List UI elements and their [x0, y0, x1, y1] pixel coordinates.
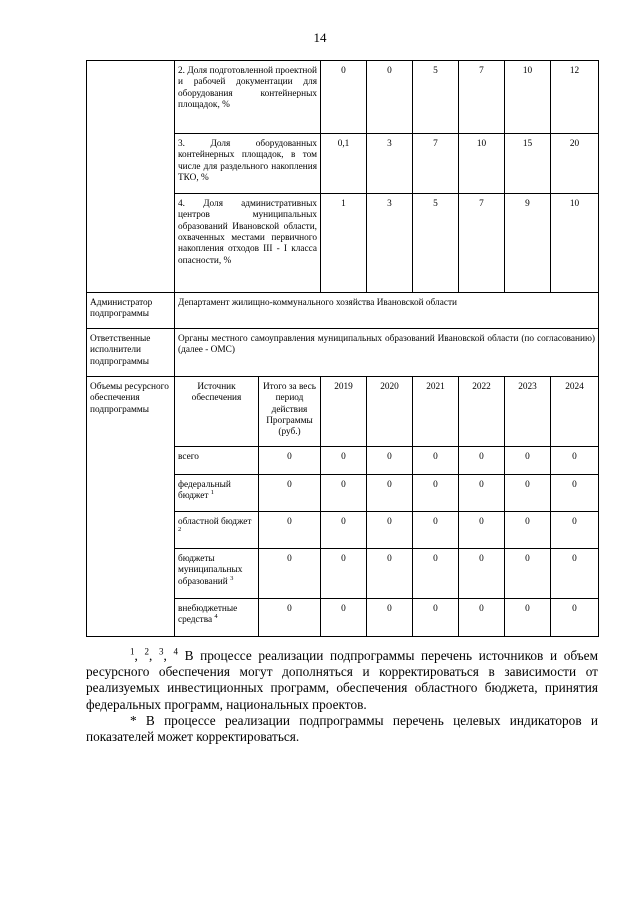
resource-source-name: областной бюджет [178, 517, 252, 527]
year-column-header: 2023 [505, 377, 551, 447]
executors-label: Ответственные исполнители подпрограммы [87, 329, 175, 377]
resource-source [175, 475, 259, 512]
indicator-row [87, 61, 599, 134]
resource-value: 0 [321, 475, 367, 512]
resource-source-name: внебюджетные средства [178, 604, 238, 626]
resource-value: 0 [459, 512, 505, 549]
executors-value: Органы местного самоуправления муниципальных образований Ивановской области (по согласованию) (далее - ОМС) [175, 329, 599, 377]
indicator-value: 0 [321, 61, 367, 134]
indicator-value: 10 [551, 194, 599, 293]
resource-source-name: федеральный бюджет [178, 480, 231, 502]
indicator-value: 20 [551, 134, 599, 194]
footnote-ref: 3 [230, 574, 234, 582]
indicator-value: 12 [551, 61, 599, 134]
footnote-mark: 2 [144, 646, 149, 657]
resource-value: 0 [505, 475, 551, 512]
resource-value: 0 [505, 447, 551, 475]
year-column-header: 2021 [413, 377, 459, 447]
resource-total: 0 [259, 599, 321, 637]
indicator-value: 0 [367, 61, 413, 134]
resources-header-row [87, 377, 599, 447]
resource-value: 0 [505, 512, 551, 549]
footnote-sources: $^1$, $^2$, $^3$, $^4$ В процессе реализации подпрограммы перечень источников и объем ресурсного обеспечения могут дополняться и корректироваться в зависимости от реализуемых инвестиционных программ, обеспечения областного бюджета, принятия федеральных программ, национальных проектов. [86, 646, 598, 712]
footnote-sources-text: В процессе реализации подпрограммы перечень источников и объем ресурсного обеспечения могут дополняться и корректироваться в зависимости от реализуемых инвестиционных программ, обеспечения областного бюджета, принятия федеральных программ, национальных проектов. [86, 648, 598, 712]
resource-total: 0 [259, 549, 321, 599]
resource-value: 0 [321, 599, 367, 637]
resource-value: 0 [459, 447, 505, 475]
resource-value: 0 [551, 447, 599, 475]
resource-value: 0 [367, 447, 413, 475]
indicator-value: 1 [321, 194, 367, 293]
footnote-indicators: * В процессе реализации подпрограммы перечень целевых индикаторов и показателей может корректироваться. [86, 712, 598, 745]
resource-value: 0 [321, 512, 367, 549]
resource-value: 0 [505, 599, 551, 637]
resource-value: 0 [413, 599, 459, 637]
footnote-mark: 1 [130, 646, 135, 657]
resource-value: 0 [367, 512, 413, 549]
year-column-header: 2020 [367, 377, 413, 447]
resource-value: 0 [505, 549, 551, 599]
resource-total: 0 [259, 475, 321, 512]
empty-cell [87, 61, 175, 293]
year-column-header: 2019 [321, 377, 367, 447]
admin-value: Департамент жилищно-коммунального хозяйства Ивановской области [175, 293, 599, 329]
indicator-value: 10 [505, 61, 551, 134]
resource-source-name: всего [178, 452, 199, 462]
indicator-label: 3. Доля оборудованных контейнерных площадок, в том числе для раздельного накопления ТКО, % [175, 134, 321, 194]
resource-value: 0 [551, 475, 599, 512]
indicator-value: 10 [459, 134, 505, 194]
resource-value: 0 [321, 549, 367, 599]
indicator-value: 5 [413, 61, 459, 134]
executors-row [87, 329, 599, 377]
indicator-value: 7 [459, 61, 505, 134]
resource-value: 0 [413, 512, 459, 549]
page-number: 14 [313, 30, 327, 45]
resource-value: 0 [459, 599, 505, 637]
resource-total: 0 [259, 447, 321, 475]
footnote-mark: 4 [173, 646, 178, 657]
footnote-ref: 4 [214, 613, 218, 621]
resource-value: 0 [459, 475, 505, 512]
resources-label: Объемы ресурсного обеспечения подпрограммы [87, 377, 175, 637]
resource-source [175, 599, 259, 637]
resource-value: 0 [459, 549, 505, 599]
indicator-value: 3 [367, 134, 413, 194]
resource-value: 0 [413, 447, 459, 475]
resource-source-name: бюджеты муниципальных образований [178, 554, 243, 587]
footnote-mark: 3 [158, 646, 164, 657]
resource-source [175, 549, 259, 599]
resource-value: 0 [413, 549, 459, 599]
indicator-value: 5 [413, 194, 459, 293]
resource-value: 0 [367, 549, 413, 599]
indicator-value: 15 [505, 134, 551, 194]
indicator-label: 2. Доля подготовленной проектной и рабочей документации для оборудования контейнерных площадок, % [175, 61, 321, 134]
resource-value: 0 [551, 512, 599, 549]
footnotes [86, 648, 598, 745]
resource-value: 0 [321, 447, 367, 475]
resource-value: 0 [367, 475, 413, 512]
resource-value: 0 [551, 549, 599, 599]
indicator-label: 4. Доля административных центров муниципальных образований Ивановской области, охваченных местами первичного накопления отходов III - I класса опасности, % [175, 194, 321, 293]
footnote-ref: 2 [178, 526, 182, 534]
resource-value: 0 [413, 475, 459, 512]
source-column-header: Источник обеспечения [175, 377, 259, 447]
indicator-value: 7 [413, 134, 459, 194]
resource-source [175, 447, 259, 475]
year-column-header: 2022 [459, 377, 505, 447]
resource-value: 0 [551, 599, 599, 637]
indicator-value: 3 [367, 194, 413, 293]
subprogram-passport-table [86, 60, 599, 637]
resource-value: 0 [367, 599, 413, 637]
resource-source [175, 512, 259, 549]
resource-total: 0 [259, 512, 321, 549]
indicator-value: 7 [459, 194, 505, 293]
year-column-header: 2024 [551, 377, 599, 447]
indicator-value: 0,1 [321, 134, 367, 194]
footnote-ref: 1 [210, 489, 215, 497]
indicator-value: 9 [505, 194, 551, 293]
total-column-header: Итого за весь период действия Программы (руб.) [259, 377, 321, 447]
admin-row [87, 293, 599, 329]
admin-label: Администратор подпрограммы [87, 293, 175, 329]
